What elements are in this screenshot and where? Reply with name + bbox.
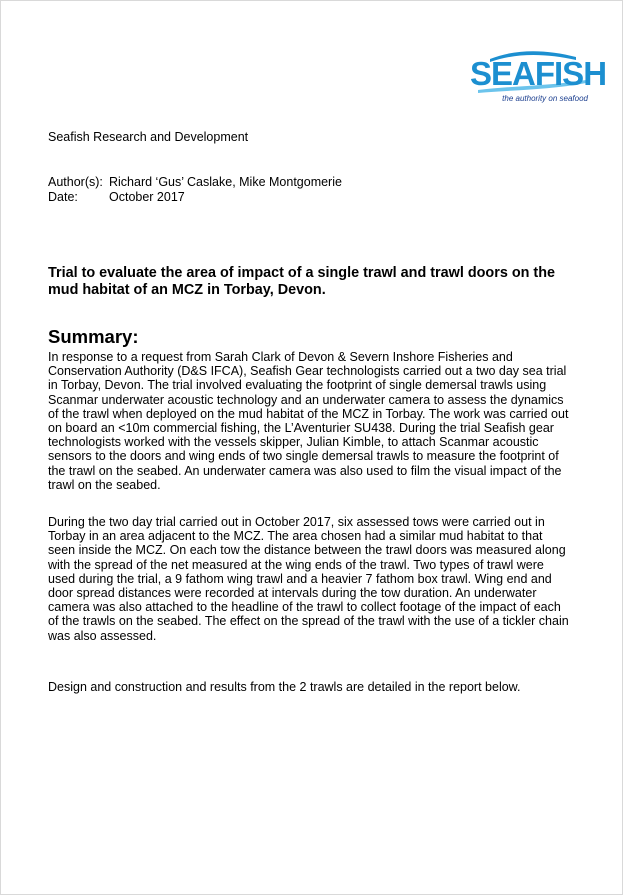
- text-line: with the spread of the net measured at the wing ends of the trawl. Two types of trawl were: [48, 557, 544, 572]
- text-line: used during the trial, a 9 fathom wing trawl and a heavier 7 fathom box trawl. Wing end and: [48, 571, 552, 586]
- text-line: Design and construction and results from the 2 trawls are detailed in the report below.: [48, 680, 521, 694]
- text-line: Torbay in an area adjacent to the MCZ. The area chosen had a similar mud habitat to that: [48, 529, 543, 544]
- organisation-name: Seafish Research and Development: [48, 130, 249, 144]
- logo-wordmark: SEAFISH: [470, 55, 607, 92]
- text-line: trawl on the seabed.: [48, 477, 161, 492]
- text-line: During the two day trial carried out in October 2017, six assessed tows were carried out in: [48, 515, 545, 529]
- text-line: seen inside the MCZ. On each tow the distance between the trawl doors was measured along: [48, 543, 566, 558]
- text-line: Conservation Authority (D&S IFCA), Seafish Gear technologists carried out a two day sea trial: [48, 364, 567, 379]
- text-line: of the trawl when deployed on the mud habitat of the MCZ in Torbay. The work was carried out: [48, 406, 569, 421]
- text-line: Scanmar underwater acoustic technology and an underwater camera to assess the dynamics: [48, 392, 564, 407]
- text-line: in Torbay, Devon. The trial involved evaluating the footprint of single demersal trawls using: [48, 378, 547, 393]
- text-line: door spread distances were recorded at intervals during the tow duration. An underwater: [48, 586, 537, 601]
- text-line: In response to a request from Sarah Clark of Devon & Severn Inshore Fisheries and: [48, 350, 513, 364]
- text-line: of the trawls on the seabed. The effect on the spread of the trawl with the use of a tickler chain: [48, 614, 569, 629]
- date-label: Date:: [48, 190, 78, 204]
- title-line: Trial to evaluate the area of impact of a single trawl and trawl doors on the: [48, 265, 555, 281]
- summary-paragraph-2: [48, 515, 593, 643]
- summary-paragraph-3: [48, 680, 593, 694]
- text-line: camera was also attached to the headline of the trawl to collect footage of the impact of each: [48, 600, 561, 615]
- seafish-logo: [470, 50, 607, 110]
- text-line: sensors to the doors and wing ends of two single demersal trawls to measure the footprint of: [48, 449, 559, 464]
- summary-heading: Summary:: [48, 326, 139, 347]
- summary-paragraph-1: [48, 350, 593, 492]
- authors-value: Richard ‘Gus’ Caslake, Mike Montgomerie: [109, 175, 342, 189]
- date-value: October 2017: [109, 190, 185, 204]
- text-line: on board an <10m commercial fishing, the L’Aventurier SU438. During the trial Seafish gear: [48, 421, 554, 436]
- text-line: the trawl on the seabed. An underwater camera was also used to film the visual impact of the: [48, 463, 562, 478]
- document-title: [48, 265, 593, 299]
- title-line: mud habitat of an MCZ in Torbay, Devon.: [48, 282, 326, 298]
- text-line: was also assessed.: [48, 628, 157, 643]
- logo-tagline: the authority on seafood: [502, 94, 588, 103]
- authors-label: Author(s):: [48, 175, 103, 189]
- text-line: technologists worked with the vessels skipper, Julian Kimble, to attach Scanmar acoustic: [48, 435, 539, 450]
